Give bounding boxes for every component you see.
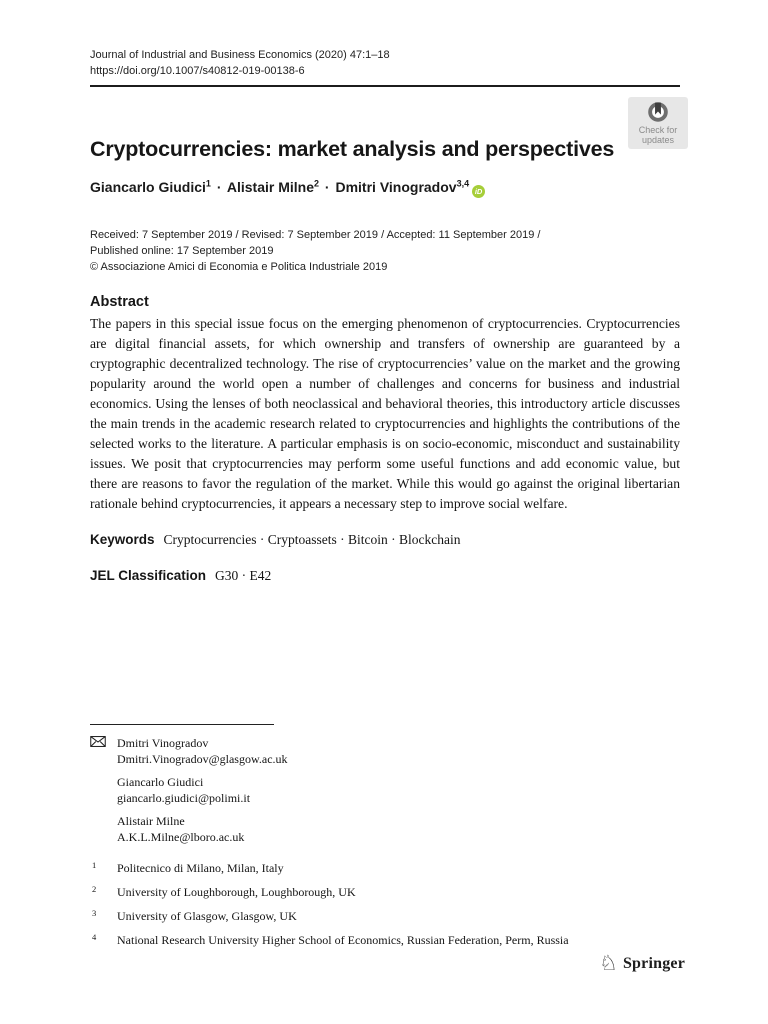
affiliation-1: $^1$ Politecnico di Milano, Milan, Italy bbox=[92, 860, 284, 875]
envelope-icon bbox=[90, 736, 106, 747]
jel-row bbox=[90, 568, 680, 584]
keywords-row bbox=[90, 532, 680, 548]
badge-label-line1: Check for bbox=[638, 125, 678, 135]
jel-value: G30 · E42 bbox=[215, 568, 272, 583]
affiliation-4: $^4$ National Research University Higher School of Economics, Russian Federation, Perm, Russia bbox=[92, 932, 569, 947]
author-2-affiliation-sup: 2 bbox=[314, 178, 320, 189]
author-1-affiliation-sup: 1 bbox=[205, 178, 211, 189]
corresponding-author-entry bbox=[90, 735, 680, 767]
correspondence-email[interactable]: Dmitri.Vinogradov@glasgow.ac.uk bbox=[117, 752, 288, 766]
publisher-logo bbox=[599, 953, 685, 974]
copyright-line: © Associazione Amici di Economia e Politica Industriale 2019 bbox=[90, 261, 388, 273]
abstract-heading: Abstract bbox=[90, 294, 149, 310]
abstract-text: The papers in this special issue focus on the emerging phenomenon of cryptocurrencies. Cryptocurrencies are digital financial assets, for which ownership and transfers of ownership are guaranteed by a cryptographic decentralized technology. The rise of cryptocurrencies’ value on the market and the growing popularity around the world open a number of challenges and concerns for business and industrial economics. Using the lenses of both neoclassical and behavioral theories, this introductory article discusses the main trends in the academic research related to cryptocurrencies and highlights the contributions of the selected works to the literature. A particular emphasis is on socio-economic, misconduct and sustainability issues. We posit that cryptocurrencies may perform some useful functions and add economic value, but there are reasons to favor the regulation of the market. While this would go against the original libertarian rationale behind cryptocurrencies, it appears a necessary step to improve social welfare. bbox=[90, 316, 680, 511]
correspondence-entry bbox=[90, 774, 680, 806]
author-line bbox=[90, 179, 680, 198]
correspondence-entry bbox=[90, 813, 680, 845]
author-3-affiliation-sup: 3,4 bbox=[456, 178, 470, 189]
history-received-line: Received: 7 September 2019 / Revised: 7 September 2019 / Accepted: 11 September 2019 / bbox=[90, 229, 541, 241]
page-content bbox=[90, 0, 680, 1024]
correspondence-name: Alistair Milne bbox=[117, 814, 185, 828]
orcid-icon[interactable]: iD bbox=[472, 185, 485, 198]
jel-label: JEL Classification bbox=[90, 568, 207, 583]
correspondence-email[interactable]: A.K.L.Milne@lboro.ac.uk bbox=[117, 830, 245, 844]
correspondence-name: Giancarlo Giudici bbox=[117, 775, 204, 789]
footnote-block bbox=[90, 724, 680, 956]
history-published-line: Published online: 17 September 2019 bbox=[90, 245, 274, 257]
header-rule bbox=[90, 85, 680, 87]
doi-link[interactable]: https://doi.org/10.1007/s40812-019-00138-6 bbox=[90, 65, 305, 77]
correspondence-email[interactable]: giancarlo.giudici@polimi.it bbox=[117, 791, 251, 805]
article-title: Cryptocurrencies: market analysis and perspectives bbox=[90, 137, 615, 161]
affiliation-list bbox=[90, 860, 680, 949]
affiliation-3: $^3$ University of Glasgow, Glasgow, UK bbox=[92, 908, 297, 923]
author-2: Alistair Milne$^2$ bbox=[226, 178, 320, 195]
springer-knight-icon: ♘ bbox=[599, 951, 618, 975]
author-1: Giancarlo Giudici$^1$ bbox=[90, 178, 211, 195]
correspondence-name: Dmitri Vinogradov bbox=[117, 736, 209, 750]
badge-label-line2: updates bbox=[641, 135, 675, 145]
publisher-name: Springer bbox=[622, 954, 685, 972]
keywords-label: Keywords bbox=[90, 532, 155, 547]
keywords-value: Cryptocurrencies · Cryptoassets · Bitcoin · Blockchain bbox=[163, 532, 461, 547]
journal-citation-line: Journal of Industrial and Business Economics (2020) 47:1–18 bbox=[90, 49, 390, 61]
footnote-rule bbox=[90, 724, 274, 725]
author-separator: · bbox=[216, 179, 222, 195]
author-3: Dmitri Vinogradov$^{3,4}$ bbox=[335, 178, 470, 195]
affiliation-2: $^2$ University of Loughborough, Loughborough, UK bbox=[92, 884, 356, 899]
author-separator: · bbox=[324, 179, 330, 195]
